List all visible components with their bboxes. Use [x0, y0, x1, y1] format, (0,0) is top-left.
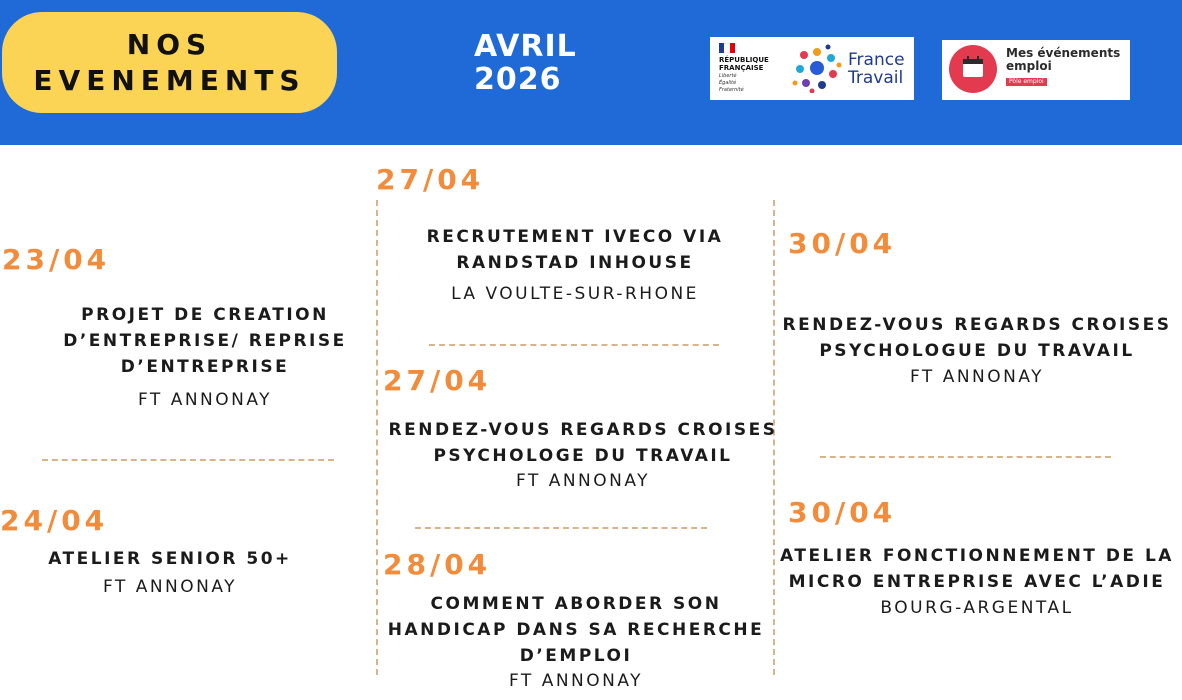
calendar-icon: [949, 45, 997, 93]
mee-line-1: Mes événements: [1006, 46, 1121, 60]
event-separator: [42, 459, 334, 461]
france-travail-logo: [710, 37, 914, 100]
ft-line-2: Travail: [848, 68, 904, 88]
event-separator: [820, 456, 1111, 458]
france-travail-wordmark: [848, 51, 905, 87]
mee-tag: Pôle emploi: [1006, 78, 1047, 86]
event-title: RECRUTEMENT IVECO VIA RANDSTAD INHOUSE: [426, 227, 724, 273]
event-separator: [429, 344, 719, 346]
event-title: RENDEZ-VOUS REGARDS CROISES PSYCHOLOGUE DU TRAVAIL: [782, 315, 1172, 361]
ft-line-1: France: [848, 50, 905, 70]
title-badge: [2, 12, 337, 113]
rf-line-2: FRANÇAISE: [719, 64, 764, 72]
event-place: FT ANNONAY: [515, 471, 651, 491]
event-place: FT ANNONAY: [102, 577, 238, 597]
title-line-2: EVENEMENTS: [33, 63, 306, 97]
mes-evenements-emploi-logo: [942, 40, 1130, 100]
event-date: 27/04: [383, 364, 492, 397]
event-date: 28/04: [383, 548, 492, 581]
header-banner: [0, 0, 1182, 145]
event-title: ATELIER SENIOR 50+: [48, 549, 292, 569]
event-date: 27/04: [376, 163, 485, 196]
france-travail-dots-icon: [792, 43, 842, 93]
event-title: RENDEZ-VOUS REGARDS CROISES PSYCHOLOGE DU TRAVAIL: [388, 420, 778, 466]
event-place: FT ANNONAY: [909, 367, 1045, 387]
month-year: 2026: [474, 62, 562, 97]
event-place: BOURG-ARGENTAL: [880, 598, 1074, 618]
republique-francaise-logo: [719, 43, 769, 93]
month-label: [474, 30, 577, 96]
event-place: FT ANNONAY: [137, 390, 273, 410]
event-title: PROJET DE CREATION D’ENTREPRISE/ REPRISE D’ENTREPRISE: [63, 305, 347, 377]
event-separator: [415, 527, 707, 529]
event-place: FT ANNONAY: [508, 671, 644, 691]
rf-line-1: RÉPUBLIQUE: [719, 56, 769, 64]
rf-motto-1: Liberté: [719, 73, 737, 79]
title-line-1: NOS: [126, 27, 213, 61]
event-date: 24/04: [0, 504, 109, 537]
column-divider-left: [376, 200, 378, 675]
event-date: 30/04: [788, 496, 897, 529]
marianne-flag-icon: [719, 43, 735, 53]
event-date: 23/04: [2, 243, 111, 276]
mes-evenements-wordmark: [1006, 47, 1120, 86]
event-place: LA VOULTE-SUR-RHONE: [451, 284, 699, 304]
rf-motto-2: Égalité: [719, 80, 737, 86]
event-date: 30/04: [788, 227, 897, 260]
rf-motto-3: Fraternité: [719, 87, 744, 93]
mee-line-2: emploi: [1006, 59, 1052, 73]
month-name: AVRIL: [474, 29, 577, 64]
event-title: COMMENT ABORDER SON HANDICAP DANS SA RECHERCHE D’EMPLOI: [387, 594, 765, 666]
event-title: ATELIER FONCTIONNEMENT DE LA MICRO ENTREPRISE AVEC L’ADIE: [780, 546, 1174, 592]
